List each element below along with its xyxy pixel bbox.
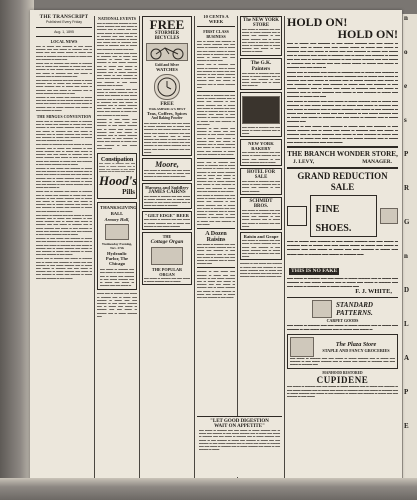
grand-sale-title: GRAND REDUCTION SALE [297,171,388,192]
harness-line1: Harness and Saddlery [145,184,189,190]
column-4: 10 CENTS A WEEK FIRST CLASS BUSINESS ▬▬ ▬ ▬▬▬ ▬▬ ▬▬▬▬ ▬ ▬▬ ▬▬▬ ▬▬▬▬ ▬▬ ▬▬ ▬▬▬ ▬ ▬▬▬▬ ▬▬ ▬ ▬▬▬ ▬▬ ▬▬ ▬▬▬ ▬▬▬ ▬ ▬▬▬ ▬▬ ▬▬▬ ▬ ▬▬▬▬ ▬▬ ▬▬ ▬▬▬ ▬ ▬▬▬ ▬▬ ▬▬ ▬▬▬▬ ▬ ▬▬▬ ▬▬ ▬▬▬ ▬▬ ▬ ▬▬▬▬ ▬▬ ▬▬▬ ▬ ▬▬▬▬ ▬▬ ▬ ▬▬▬ ▬▬ ▬▬▬▬ ▬ ▬▬▬ ▬▬ ▬▬ ▬▬▬▬ ▬ ▬▬ ▬▬▬ ▬▬▬▬ ▬▬ ▬ ▬▬▬ ▬▬ ▬▬▬ ▬ ▬▬▬▬ ▬▬ ▬▬ ▬▬▬ ▬ ▬▬▬▬ ▬▬ ▬ ▬▬▬ ▬▬▬▬ ▬▬ ▬▬ ▬▬▬ ▬ ▬▬▬▬ ▬▬ ▬▬ ▬▬▬ ▬ ▬▬▬ ▬▬▬▬ ▬▬ ▬ ▬▬▬ ▬▬ ▬▬▬▬ ▬ ▬▬ ▬▬▬ ▬▬▬▬ ▬▬ ▬ ▬▬▬ ▬▬ ▬▬▬ ▬ ▬▬▬▬ ▬▬ ▬▬ ▬▬▬ ▬ ▬▬▬▬ ▬▬ ▬ ▬▬▬ ▬▬▬▬ ▬▬ ▬▬▬ ▬ ▬▬ ▬▬▬▬ ▬ ▬▬▬ ▬▬ ▬▬▬▬ ▬ ▬▬▬ ▬▬ ▬▬ ▬▬▬▬ ▬ ▬▬ ▬▬▬ ▬▬▬▬ ▬ ▬▬ ▬▬▬ ▬▬ ▬▬▬▬ ▬ ▬▬▬ ▬▬ ▬▬ ▬▬▬▬ ▬ ▬▬ ▬▬▬ ▬▬▬▬ ▬▬ ▬ ▬▬▬ ▬▬ ▬▬▬ ▬ ▬▬▬▬ ▬▬ ▬▬ ▬▬▬ ▬ ▬▬▬▬ ▬▬ ▬ ▬▬▬ ▬▬▬▬ ▬▬ ▬▬▬ ▬ ▬▬ ▬▬▬▬ ▬ ▬▬▬ ▬▬ ▬▬▬▬ ▬ ▬▬▬ ▬▬ ▬▬ ▬▬▬▬ ▬ ▬▬ ▬▬▬ ▬▬▬ ▬▬ ▬ ▬▬▬▬ ▬▬ ▬▬▬ ▬ ▬▬▬▬ ▬▬ ▬ ▬▬▬ ▬▬ ▬▬▬▬ ▬ ▬▬▬ ▬▬ ▬▬ ▬▬▬▬ ▬ ▬▬ ▬▬▬ ▬▬▬▬ ▬▬ ▬ ▬▬▬ ▬▬ ▬▬▬ ▬ ▬▬▬▬ ▬▬ ▬▬ ▬▬▬ ▬ ▬▬▬▬ ▬▬ ▬ ▬▬▬ ▬▬▬▬ ▬▬ ▬▬▬ ▬ ▬▬ ▬▬▬▬ ▬ ▬▬▬ ▬▬ ▬▬▬▬ ▬ ▬▬▬ ▬▬ ▬▬ ▬▬▬▬ ▬ ▬▬ ▬▬▬ ▬▬ ▬▬▬ ▬ ▬▬▬▬ ▬▬ ▬▬ ▬▬▬ ▬ ▬▬▬ ▬▬▬▬ ▬▬ ▬ ▬▬▬ ▬▬ ▬▬▬▬ ▬ ▬▬ ▬▬▬ ▬▬▬▬ ▬▬ ▬ ▬▬▬ ▬▬ ▬▬▬ ▬ ▬▬▬▬ ▬▬ ▬▬ ▬▬▬ ▬ ▬▬▬▬ ▬▬ ▬ ▬▬▬ ▬▬▬▬ ▬▬ ▬▬▬ ▬ ▬▬ ▬▬▬▬ ▬ ▬▬▬ ▬▬ ▬▬▬▬ ▬ ▬▬▬ ▬▬ ▬▬ ▬▬▬▬ ▬ ▬▬ ▬▬▬ A Dozen Raisins ▬▬ ▬▬▬ ▬ ▬▬▬▬ ▬▬ ▬▬ ▬▬▬ ▬ ▬▬▬ ▬▬▬▬ ▬▬ ▬ ▬▬▬ ▬▬ ▬▬▬▬ ▬ ▬▬ ▬▬▬ ▬▬▬▬ ▬▬ ▬ ▬▬▬ ▬▬ ▬▬▬ ▬ ▬▬▬▬ ▬▬ ▬▬ ▬▬▬ ▬ ▬▬▬▬ ▬▬ ▬ ▬▬▬ ▬▬▬▬ ▬▬ ▬▬▬▬ ▬ ▬▬ ▬▬▬ ▬▬ ▬▬▬▬ ▬ ▬▬▬ ▬▬ ▬▬ ▬▬▬▬ ▬ ▬▬ ▬▬▬ ▬▬▬▬ ▬▬ ▬ ▬▬▬ ▬▬ ▬▬▬ ▬ ▬▬▬▬ ▬▬ ▬▬ ▬▬▬ ▬ ▬▬▬▬ ▬▬ ▬ ▬▬▬ ▬▬▬▬ ▬▬ ▬▬▬ ▬ ▬▬ ▬▬▬▬ ▬ ▬▬▬ ▬▬ ▬▬▬▬ ▬ ▬▬▬ ▬▬ ▬▬ ▬▬▬▬ ▬ ▬▬ ▬▬▬ [197,14,235,300]
shoe-illustration [380,208,398,224]
thanksgiving-ad: THANKSGIVING BALL Armory Hall, Wednesday Evening, Nov. 27th Hydraulic Parlor, The Chicago ▬▬ ▬▬▬ ▬ ▬▬▬▬ ▬▬ ▬▬ ▬▬▬ ▬ ▬▬▬ ▬▬▬▬ ▬▬ ▬ ▬▬▬ ▬▬ ▬▬▬▬ ▬ ▬▬ ▬▬▬ ▬▬▬▬ ▬▬ ▬ ▬▬▬ ▬▬ ▬▬▬ ▬ ▬▬▬▬ ▬▬ ▬▬ ▬▬▬ ▬ [97,202,137,290]
mingus-convention-heading: THE MINGUS CONVENTION [36,114,92,120]
plaza-line1: The Plaza Store [335,340,377,348]
no-fake-banner: THIS IS NO FAKE [291,267,338,274]
constipation-title: Constipation [100,155,134,163]
neighbor-letter: s [404,116,407,124]
bicycle-icon [147,44,187,60]
watch-illustration [154,74,180,100]
patterns-row [287,300,398,318]
moore-name: Moore, [155,160,179,170]
patterns-line2: PATTERNS. [336,308,373,317]
appetite-line2: WAIT ON APPETITE" [214,424,265,429]
appetite-line1: "LET GOOD DIGESTION [210,419,269,424]
neighbor-page [402,14,417,480]
bicycles-label: BICYCLES [154,36,180,41]
hoods-pills: Pills [122,188,135,197]
patterns-line1: STANDARD [336,300,373,309]
thanksgiving-title: THANKSGIVING BALL [100,205,137,217]
scan-edge-left [0,0,34,500]
shoes-row [287,195,398,237]
painters-name: The G.K. Painters [250,59,272,72]
bakery-ad: NEW YORK BAKERY ▬▬ ▬▬▬ ▬ ▬▬▬▬ ▬▬ ▬▬ ▬▬▬ ▬ ▬▬▬ ▬▬▬▬ ▬▬ ▬ ▬▬▬ ▬▬ ▬▬▬▬ ▬ ▬▬ ▬▬▬ ▬▬▬▬ ▬▬ ▬ ▬▬▬ [240,139,282,166]
harness-name: JAMES CAIRNS [148,189,186,195]
hoods-name: Hood's [99,173,137,189]
national-heading: NATIONAL EVENTS [97,16,137,21]
hotel-title: HOTEL FOR SALE [246,170,276,181]
masthead-title: THE TRANSCRIPT [39,14,89,20]
branch-manager-name: J. LEVY, [293,159,315,165]
thanksgiving-hall: Armory Hall, [104,217,130,223]
painters-ad: The G.K. Painters ▬▬ ▬▬▬ ▬ ▬▬▬▬ ▬▬ ▬▬ ▬▬▬ ▬ ▬▬▬ ▬▬▬▬ ▬▬ ▬ ▬▬▬ ▬▬ ▬▬▬▬ ▬ ▬▬ ▬▬▬ ▬▬▬▬ ▬▬ ▬ ▬▬▬ ▬▬ ▬▬▬ ▬ [240,58,282,90]
column-3 [142,14,192,480]
store-illustration [290,337,314,357]
plaza-store-ad: The Plaza Store STAPLE AND FANCY GROCERIES ▬▬ ▬▬▬ ▬ ▬▬▬▬ ▬▬ ▬▬ ▬▬▬ ▬ ▬▬▬ ▬▬▬▬ ▬▬ ▬ ▬▬▬ ▬▬ ▬▬▬▬ ▬ ▬▬ ▬▬▬ ▬▬▬▬ ▬▬ ▬ ▬▬▬ ▬▬ ▬▬▬ ▬ ▬▬▬▬ ▬▬ ▬▬ ▬▬▬ ▬ ▬▬▬▬ ▬▬ [287,334,398,370]
local-news-body: ▬▬ ▬ ▬▬▬ ▬▬ ▬▬▬▬ ▬ ▬▬ ▬▬▬ ▬▬▬▬ ▬▬ ▬▬ ▬▬▬ ▬ ▬▬▬▬ ▬▬ ▬ ▬▬▬ ▬▬ ▬▬ ▬▬▬ ▬▬▬ ▬ ▬▬▬ ▬▬ ▬▬▬ ▬ ▬▬▬▬ ▬▬ ▬▬ ▬▬▬ ▬ ▬▬▬ ▬▬ ▬▬ ▬▬▬▬ ▬ ▬▬▬ ▬▬ ▬▬▬ ▬▬ ▬ ▬▬▬▬ ▬▬ ▬▬▬ ▬ ▬▬▬▬ ▬▬ ▬ ▬▬▬ ▬▬ ▬▬▬▬ ▬ ▬▬▬ ▬▬ ▬▬ ▬▬▬▬ ▬ ▬▬ ▬▬▬ ▬▬▬▬ ▬▬ ▬ ▬▬▬ ▬▬ ▬▬▬ ▬ ▬▬▬▬ ▬▬ ▬▬ ▬▬▬ ▬ ▬▬▬▬ ▬▬ ▬ ▬▬▬ ▬▬▬▬ ▬▬ ▬▬ ▬▬▬ ▬ ▬▬▬▬ ▬▬ ▬▬ ▬▬▬ ▬ ▬▬▬ ▬▬▬▬ ▬▬ ▬ ▬▬▬ ▬▬ ▬▬▬▬ ▬ ▬▬ ▬▬▬ ▬▬▬▬ ▬▬ ▬ ▬▬▬ ▬▬ ▬▬▬ ▬ ▬▬▬▬ ▬▬ ▬▬ ▬▬▬ ▬ ▬▬▬▬ ▬▬ ▬ ▬▬▬ ▬▬▬▬ ▬▬ ▬▬▬ ▬ ▬▬ ▬▬▬▬ ▬ ▬▬ ▬▬▬ ▬▬ ▬▬▬▬ ▬ ▬▬▬ ▬▬ ▬▬ ▬▬▬▬ ▬ ▬▬ ▬▬▬ ▬▬▬▬ ▬▬ ▬ ▬▬▬ ▬▬ ▬▬▬ ▬ ▬▬▬▬ ▬▬ ▬▬ ▬▬▬ ▬ ▬▬▬▬ ▬▬ ▬ ▬▬▬ ▬▬▬▬ ▬▬ ▬▬▬ ▬ ▬▬ ▬▬▬▬ ▬ ▬▬▬ [36,45,92,112]
pocket-watch-icon [155,75,179,99]
column-5: The NEW YORK STORE ▬▬ ▬▬▬ ▬ ▬▬▬▬ ▬▬ ▬▬ ▬▬▬ ▬ ▬▬▬ ▬▬▬▬ ▬▬ ▬ ▬▬▬ ▬▬ ▬▬▬▬ ▬ ▬▬ ▬▬▬ ▬▬▬▬ ▬▬ ▬ ▬▬▬ ▬▬ ▬▬▬ ▬ ▬▬▬▬ ▬▬ ▬▬ ▬▬▬ ▬ ▬▬▬▬ ▬▬ ▬ ▬▬▬ ▬▬▬▬ ▬▬ ▬▬▬ ▬ ▬▬ ▬▬▬▬ ▬ ▬▬▬ The G.K. Painters ▬▬ ▬▬▬ ▬ ▬▬▬▬ ▬▬ ▬▬ ▬▬▬ ▬ ▬▬▬ ▬▬▬▬ ▬▬ ▬ ▬▬▬ ▬▬ ▬▬▬▬ ▬ ▬▬ ▬▬▬ ▬▬▬▬ ▬▬ ▬ ▬▬▬ ▬▬ ▬▬▬ ▬ ▬▬ ▬▬▬ ▬ ▬▬▬▬ ▬▬ ▬▬ ▬▬▬ ▬ ▬▬▬ ▬▬▬▬ ▬▬ ▬ ▬▬▬ NEW YORK BAKERY ▬▬ ▬▬▬ ▬ ▬▬▬▬ ▬▬ ▬▬ ▬▬▬ ▬ ▬▬▬ ▬▬▬▬ ▬▬ ▬ ▬▬▬ ▬▬ ▬▬▬▬ ▬ ▬▬ ▬▬▬ ▬▬▬▬ ▬▬ ▬ ▬▬▬ HOTEL FOR SALE ▬▬ ▬▬▬ ▬ ▬▬▬▬ ▬▬ ▬▬ ▬▬▬ ▬ ▬▬▬ ▬▬▬▬ ▬▬ ▬ ▬▬▬ ▬▬ ▬▬▬▬ ▬ ▬▬ ▬▬▬ ▬▬▬▬ SCHMIDT BROS. ▬▬ ▬▬▬ ▬ ▬▬▬▬ ▬▬ ▬▬ ▬▬▬ ▬ ▬▬▬ ▬▬▬▬ ▬▬ ▬ ▬▬▬ ▬▬ ▬▬▬▬ ▬ ▬▬ ▬▬▬ ▬▬▬▬ ▬▬ ▬ ▬▬▬ ▬▬ ▬▬▬ ▬ ▬▬▬▬ ▬▬ ▬▬ ▬▬▬ Raisin and Grape ▬▬ ▬▬▬ ▬ ▬▬▬▬ ▬▬ ▬▬ ▬▬▬ ▬ ▬▬▬ ▬▬▬▬ ▬▬ ▬ ▬▬▬ ▬▬ ▬▬▬▬ ▬ ▬▬ ▬▬▬ ▬▬▬▬ ▬▬ ▬ ▬▬▬ ▬▬ ▬▬▬ ▬ ▬▬▬▬ ▬▬ ▬▬ ▬▬▬ ▬▬▬▬ ▬ ▬▬ ▬▬▬ ▬▬ ▬▬▬▬ ▬ ▬▬▬ ▬▬ ▬▬ ▬▬▬▬ ▬ ▬▬ ▬▬▬ ▬▬▬▬ ▬▬ ▬ ▬▬▬ ▬▬ ▬▬▬ ▬ ▬▬▬▬ ▬▬ ▬▬ ▬▬▬ ▬ ▬▬▬▬ ▬▬ ▬ ▬▬▬ ▬▬▬▬ ▬▬ [240,18,282,279]
gilt-edge-title: "GILT EDGE" BEER [145,213,189,219]
cents-heading: 10 CENTS A WEEK [203,14,229,24]
raisins-line1: A Dozen [205,230,227,237]
raisins-line2: Raisins [206,236,226,243]
dancers-illustration [105,224,129,240]
thanksgiving-parlor: Hydraulic Parlor, The Chicago [105,251,129,267]
neighbor-letter: D [404,286,409,294]
hold-on-line2: HOLD ON! [337,27,398,41]
neighbor-letter: n [404,14,408,22]
pattern-illustration [312,300,332,318]
watches-line2: WATCHES [156,67,178,72]
neighbor-letter: e [404,82,407,90]
moore-ad: Moore, ▬▬ ▬▬▬ ▬ ▬▬▬▬ ▬▬ ▬▬ ▬▬▬ ▬ ▬▬▬ ▬▬▬▬ ▬▬ ▬ ▬▬▬ ▬▬ ▬▬▬▬ ▬ ▬▬ ▬▬▬ ▬▬▬▬ ▬▬ [142,158,192,181]
neighbor-letter: E [404,422,409,430]
branch-manager-title: MANAGER. [362,159,392,165]
engraved-ad: ▬▬ ▬▬▬ ▬ ▬▬▬▬ ▬▬ ▬▬ ▬▬▬ ▬ ▬▬▬ ▬▬▬▬ ▬▬ ▬ ▬▬▬ [240,92,282,138]
cupidene-top: MANHOOD RESTORED [322,371,363,376]
carpet-line: CARPET GOODS [326,317,359,323]
schmidt-name: SCHMIDT BROS. [249,198,273,209]
column-2: NATIONAL EVENTS ▬▬ ▬ ▬▬▬ ▬▬ ▬▬▬▬ ▬ ▬▬ ▬▬▬ ▬▬▬▬ ▬▬ ▬▬ ▬▬▬ ▬ ▬▬▬▬ ▬▬ ▬ ▬▬▬ ▬▬ ▬▬ ▬▬▬ ▬▬▬ ▬ ▬▬▬ ▬▬ ▬▬▬ ▬ ▬▬▬▬ ▬▬ ▬▬ ▬▬▬ ▬ ▬▬▬ ▬▬ ▬▬ ▬▬▬▬ ▬ ▬▬▬ ▬▬ ▬▬▬ ▬▬ ▬ ▬▬▬▬ ▬▬ ▬▬▬ ▬ ▬▬▬▬ ▬▬ ▬ ▬▬▬ ▬▬ ▬▬▬▬ ▬ ▬▬▬ ▬▬ ▬▬ ▬▬▬ ▬▬ ▬ ▬▬▬▬ ▬▬ ▬▬▬ ▬ ▬▬▬▬ ▬▬ ▬ ▬▬▬ ▬▬ ▬▬▬▬ ▬ ▬▬▬ ▬▬ ▬▬ ▬▬▬▬ ▬ ▬▬ ▬▬▬ ▬▬▬▬ ▬▬ ▬ ▬▬▬ ▬▬ ▬▬▬ ▬ ▬▬▬▬ ▬▬ ▬▬ ▬▬▬ ▬ ▬▬▬▬ ▬▬ ▬ ▬▬▬ ▬▬▬▬ ▬▬ ▬▬▬ ▬ ▬▬ ▬▬▬▬ ▬ ▬▬▬ ▬▬ ▬▬▬▬ ▬ ▬▬▬ ▬▬ ▬▬ ▬▬▬▬ ▬ ▬▬ ▬▬▬ ▬▬▬▬ ▬▬ ▬ ▬▬▬ ▬▬ ▬▬▬ ▬ ▬▬▬▬ ▬▬ ▬▬ ▬▬▬ ▬ ▬▬▬ ▬▬▬▬ ▬▬ ▬ ▬▬▬ ▬▬ ▬▬▬▬ ▬ ▬▬ ▬▬▬ ▬▬▬▬ ▬▬ ▬ ▬▬▬ ▬▬ ▬▬▬ ▬ ▬▬▬▬ ▬▬ ▬▬ ▬▬▬ ▬ ▬▬▬▬ ▬▬ ▬ ▬▬▬ ▬▬▬▬ ▬▬ ▬▬▬ ▬ ▬▬ ▬▬▬▬ ▬ ▬▬▬ ▬▬ ▬▬▬▬ ▬ ▬▬▬ ▬▬ ▬▬ ▬▬▬▬ ▬ ▬▬ ▬▬▬ ▬▬▬▬ ▬ ▬▬ ▬▬▬ ▬▬ ▬▬▬▬ ▬ ▬▬▬ ▬▬ ▬▬ ▬▬▬▬ ▬ ▬▬ ▬▬▬ ▬▬▬▬ ▬▬ ▬ ▬▬▬ ▬▬ ▬▬▬ ▬ ▬▬▬▬ ▬▬ ▬▬ ▬▬▬ ▬ ▬▬▬▬ ▬▬ ▬ ▬▬▬ ▬▬▬▬ ▬▬ ▬▬▬ ▬ ▬▬ ▬▬▬▬ ▬ ▬▬▬ ▬▬ ▬▬▬▬ ▬ ▬▬▬ ▬▬ ▬▬ ▬▬▬▬ ▬ ▬▬ ▬▬▬ ▬▬▬▬ ▬▬ Constipation ▬▬ ▬▬▬ ▬ ▬▬▬▬ ▬▬ ▬▬ ▬▬▬ ▬ ▬▬▬ ▬▬▬▬ ▬▬ ▬ ▬▬▬ ▬▬ ▬▬▬▬ ▬ ▬▬ ▬▬▬ ▬▬▬▬ ▬▬ ▬ ▬▬▬ ▬▬ ▬▬▬ ▬ Hood's Pills THANKSGIVING BALL Armory Hall, Wednesday Evening, Nov. 27th Hydraulic Parlor, The Chicago ▬▬ ▬▬▬ ▬ ▬▬▬▬ ▬▬ ▬▬ ▬▬▬ ▬ ▬▬▬ ▬▬▬▬ ▬▬ ▬ ▬▬▬ ▬▬ ▬▬▬▬ ▬ ▬▬ ▬▬▬ ▬▬▬▬ ▬▬ ▬ ▬▬▬ ▬▬ ▬▬▬ ▬ ▬▬▬▬ ▬▬ ▬▬ ▬▬▬ ▬ ▬▬▬ ▬▬ ▬ ▬▬▬▬ ▬▬ ▬▬▬ ▬ ▬▬▬▬ ▬▬ ▬ ▬▬▬ ▬▬ ▬▬▬▬ ▬ ▬▬▬ ▬▬ ▬▬ ▬▬▬▬ ▬ ▬▬ ▬▬▬ ▬▬▬▬ ▬▬ ▬ ▬▬▬ ▬▬ ▬▬▬ ▬ ▬▬▬▬ ▬▬ ▬▬ ▬▬▬ ▬ ▬▬▬▬ ▬▬ ▬ ▬▬▬ ▬▬▬▬ ▬▬ [97,16,137,318]
neighbor-letter: P [404,150,408,158]
shoes-box [310,195,376,237]
branch-manager-row [287,159,398,165]
organ-ad: THE Cottage Organ THE POPULAR ORGAN ▬▬ ▬▬▬ ▬ ▬▬▬▬ ▬▬ ▬▬ ▬▬▬ ▬ ▬▬▬ ▬▬▬▬ ▬▬ ▬ ▬▬▬ [142,232,192,285]
grape-ad: Raisin and Grape ▬▬ ▬▬▬ ▬ ▬▬▬▬ ▬▬ ▬▬ ▬▬▬ ▬ ▬▬▬ ▬▬▬▬ ▬▬ ▬ ▬▬▬ ▬▬ ▬▬▬▬ ▬ ▬▬ ▬▬▬ ▬▬▬▬ ▬▬ ▬ ▬▬▬ ▬▬ ▬▬▬ ▬ ▬▬▬▬ ▬▬ ▬▬ ▬▬▬ [240,232,282,260]
new-york-store-name: The NEW YORK STORE [243,18,279,28]
hold-on-line1: HOLD ON! [287,15,348,29]
neighbor-letter: n [404,252,408,260]
neighbor-letter: G [404,218,410,226]
new-york-store-ad: The NEW YORK STORE ▬▬ ▬▬▬ ▬ ▬▬▬▬ ▬▬ ▬▬ ▬▬▬ ▬ ▬▬▬ ▬▬▬▬ ▬▬ ▬ ▬▬▬ ▬▬ ▬▬▬▬ ▬ ▬▬ ▬▬▬ ▬▬▬▬ ▬▬ ▬ ▬▬▬ ▬▬ ▬▬▬ ▬ ▬▬▬▬ ▬▬ ▬▬ ▬▬▬ ▬ ▬▬▬▬ ▬▬ ▬ ▬▬▬ ▬▬▬▬ ▬▬ ▬▬▬ ▬ ▬▬ ▬▬▬▬ ▬ ▬▬▬ [240,16,282,56]
column-6: HOLD ON! HOLD ON! ▬▬ ▬ ▬▬▬ ▬▬ ▬▬▬▬ ▬ ▬▬ ▬▬▬ ▬▬▬▬ ▬▬ ▬▬ ▬▬▬ ▬ ▬▬▬▬ ▬▬ ▬ ▬▬▬ ▬▬ ▬▬ ▬▬▬ ▬▬▬ ▬ ▬▬▬ ▬▬ ▬▬▬ ▬ ▬▬▬▬ ▬▬ ▬▬ ▬▬▬ ▬ ▬▬▬ ▬▬ ▬▬ ▬▬▬▬ ▬ ▬▬▬ ▬▬ ▬▬▬ ▬▬ ▬ ▬▬▬▬ ▬▬ ▬▬▬ ▬ ▬▬▬▬ ▬▬ ▬ ▬▬▬ ▬▬ ▬▬▬▬ ▬ ▬▬▬ ▬▬ ▬▬ ▬▬ ▬ ▬▬▬ ▬▬ ▬▬▬▬ ▬ ▬▬ ▬▬▬ ▬▬▬▬ ▬▬ ▬▬ ▬▬▬ ▬ ▬▬▬▬ ▬▬ ▬ ▬▬▬ ▬▬ ▬▬ ▬▬▬ ▬▬▬ ▬ ▬▬▬ ▬▬ ▬▬▬ ▬ ▬▬▬▬ ▬▬ ▬▬ ▬▬▬ ▬ ▬▬▬ ▬▬ ▬ ▬▬▬▬ ▬▬ ▬▬▬ ▬ ▬▬▬▬ ▬▬ ▬ ▬▬▬ ▬▬ ▬▬▬▬ ▬ ▬▬▬ ▬▬ ▬▬ ▬▬▬▬ ▬ ▬▬ ▬▬▬ ▬▬▬▬ ▬▬ ▬ ▬▬▬ ▬▬ ▬▬▬ ▬ ▬▬▬▬ ▬▬ ▬▬ ▬▬▬ ▬ ▬▬▬▬ ▬▬ ▬ ▬▬▬ ▬▬▬▬ ▬▬ ▬▬▬ ▬ ▬▬ ▬▬▬▬ ▬ ▬▬▬ ▬▬ ▬▬▬▬ ▬ ▬▬▬ ▬▬ ▬▬ ▬▬▬▬ ▬ ▬▬ ▬▬▬ ▬▬▬▬ ▬▬ ▬ ▬▬▬ ▬▬ ▬▬▬ ▬ ▬▬▬▬ ▬▬ ▬▬ ▬▬▬ ▬ ▬▬▬▬ ▬▬ ▬ ▬▬▬ ▬▬▬▬ ▬▬ ▬▬▬ ▬ ▬▬ ▬▬▬▬ ▬ ▬▬▬ ▬▬ ▬▬▬▬ ▬ ▬▬▬ ▬▬ ▬▬ ▬▬ ▬▬▬ ▬ ▬▬▬▬ ▬▬ ▬▬ ▬▬▬ ▬ ▬▬▬ ▬▬▬▬ ▬▬ ▬ ▬▬▬ ▬▬ ▬▬▬▬ ▬ ▬▬ ▬▬▬ ▬▬▬▬ ▬▬ ▬ ▬▬▬ ▬▬ ▬▬▬ ▬ ▬▬▬▬ ▬▬ ▬▬ ▬▬▬ ▬ ▬▬▬▬ ▬▬ ▬ ▬▬▬ ▬▬▬▬ ▬▬ ▬▬▬ ▬ ▬▬ ▬▬▬▬ ▬ ▬▬▬ ▬▬ ▬▬▬▬ ▬ ▬▬▬ ▬▬ ▬▬ ▬▬▬▬ ▬ ▬▬ ▬▬▬ ▬▬▬▬ ▬▬ ▬ ▬▬▬ ▬▬ ▬▬▬ ▬ ▬▬▬▬ ▬▬ ▬▬ ▬▬▬ ▬ ▬▬▬▬ ▬▬ ▬ ▬▬▬ ▬▬▬▬ ▬▬ ▬▬▬▬ ▬ ▬▬ ▬▬▬ ▬▬ ▬▬▬▬ ▬ ▬▬▬ ▬▬ ▬▬ ▬▬▬▬ ▬ ▬▬ ▬▬▬ ▬▬▬▬ ▬▬ ▬ ▬▬▬ ▬▬ ▬▬▬ ▬ ▬▬▬▬ ▬▬ ▬▬ ▬▬▬ ▬ ▬▬▬▬ ▬▬ ▬ ▬▬▬ ▬▬▬▬ ▬▬ ▬▬▬ ▬ ▬▬ ▬▬▬▬ ▬ ▬▬▬ ▬▬ ▬▬▬▬ ▬ ▬▬▬ ▬▬ ▬▬ ▬▬▬▬ ▬ ▬▬ ▬▬▬ ▬▬▬▬ ▬▬ ▬ ▬▬▬ ▬▬ ▬▬▬ ▬ ▬▬▬▬ ▬▬ ▬▬ ▬▬▬ THE BRANCH WONDER STORE, J. LEVY, MANAGER. GRAND REDUCTION SALE FINE SHOES. ▬▬ ▬ ▬▬▬ ▬▬ ▬▬▬▬ ▬ ▬▬ ▬▬▬ ▬▬▬▬ ▬▬ ▬▬ ▬▬▬ ▬ ▬▬▬▬ ▬▬ ▬ ▬▬▬ ▬▬ ▬▬ ▬▬▬ ▬▬▬ ▬ ▬▬▬ ▬▬ ▬▬▬ ▬ ▬▬▬▬ ▬▬ ▬▬ ▬▬▬ ▬ ▬▬▬ ▬▬ ▬▬ ▬▬▬▬ ▬ ▬▬▬ ▬▬ ▬▬▬ ▬▬ ▬ ▬▬▬▬ ▬▬ ▬▬▬ ▬ ▬▬▬▬ ▬▬ THIS IS NO FAKE ▬▬ ▬▬▬ ▬ ▬▬▬▬ ▬▬ ▬▬ ▬▬▬ ▬ ▬▬▬ ▬▬▬▬ ▬▬ ▬ ▬▬▬ ▬▬ ▬▬▬▬ ▬ ▬▬ ▬▬▬ ▬▬▬▬ ▬▬ ▬ ▬▬▬ ▬▬ ▬▬▬ ▬ ▬▬▬▬ ▬▬ ▬▬ ▬▬▬ ▬ ▬▬▬▬ ▬▬ ▬ ▬▬▬ ▬▬▬▬ ▬▬ F. J. WHITE, STANDARD PATTERNS. CARPET GOODS ▬▬ ▬▬▬ ▬ ▬▬▬▬ ▬▬ ▬▬ ▬▬▬ ▬ ▬▬▬ ▬▬▬▬ ▬▬ ▬ ▬▬▬ ▬▬ ▬▬▬▬ ▬ ▬▬ ▬▬▬ ▬▬▬▬ ▬▬ ▬ ▬▬▬ ▬▬ ▬▬▬ ▬ The Plaza Store STAPLE AND FANCY GROCERIES ▬▬ ▬▬▬ ▬ ▬▬▬▬ ▬▬ ▬▬ ▬▬▬ ▬ ▬▬▬ ▬▬▬▬ ▬▬ ▬ ▬▬▬ ▬▬ ▬▬▬▬ ▬ ▬▬ ▬▬▬ ▬▬▬▬ ▬▬ ▬ ▬▬▬ ▬▬ ▬▬▬ ▬ ▬▬▬▬ ▬▬ ▬▬ ▬▬▬ ▬ ▬▬▬▬ ▬▬ MANHOOD RESTORED CUPIDENE ▬▬ ▬▬▬ ▬ ▬▬▬▬ ▬▬ ▬▬ ▬▬▬ ▬ ▬▬▬ ▬▬▬▬ ▬▬ ▬ ▬▬▬ ▬▬ ▬▬▬▬ ▬ ▬▬ ▬▬▬ ▬▬▬▬ ▬▬ ▬ ▬▬▬ ▬▬ ▬▬▬ ▬ ▬▬▬▬ ▬▬ ▬▬ ▬▬▬ ▬ ▬▬▬▬ ▬▬ ▬ ▬▬▬ ▬▬▬▬ ▬▬ ▬▬▬ ▬ ▬▬ ▬▬▬▬ ▬ ▬▬▬ ▬▬ ▬▬▬▬ ▬ ▬▬▬ ▬▬ ▬▬ ▬▬▬▬ ▬ ▬▬ ▬▬▬ [287,15,398,399]
national-body: ▬▬ ▬ ▬▬▬ ▬▬ ▬▬▬▬ ▬ ▬▬ ▬▬▬ ▬▬▬▬ ▬▬ ▬▬ ▬▬▬ ▬ ▬▬▬▬ ▬▬ ▬ ▬▬▬ ▬▬ ▬▬ ▬▬▬ ▬▬▬ ▬ ▬▬▬ ▬▬ ▬▬▬ ▬ ▬▬▬▬ ▬▬ ▬▬ ▬▬▬ ▬ ▬▬▬ ▬▬ ▬▬ ▬▬▬▬ ▬ ▬▬▬ ▬▬ ▬▬▬ ▬▬ ▬ ▬▬▬▬ ▬▬ ▬▬▬ ▬ ▬▬▬▬ ▬▬ ▬ ▬▬▬ ▬▬ ▬▬▬▬ ▬ ▬▬▬ ▬▬ ▬▬ ▬▬▬ ▬▬ ▬ ▬▬▬▬ ▬▬ ▬▬▬ ▬ ▬▬▬▬ ▬▬ ▬ ▬▬▬ ▬▬ ▬▬▬▬ ▬ ▬▬▬ ▬▬ ▬▬ ▬▬▬▬ ▬ ▬▬ ▬▬▬ ▬▬▬▬ ▬▬ ▬ ▬▬▬ ▬▬ ▬▬▬ ▬ ▬▬▬▬ ▬▬ ▬▬ ▬▬▬ ▬ ▬▬▬▬ ▬▬ ▬ ▬▬▬ ▬▬▬▬ ▬▬ ▬▬▬ ▬ ▬▬ ▬▬▬▬ ▬ ▬▬▬ ▬▬ ▬▬▬▬ ▬ ▬▬▬ ▬▬ ▬▬ ▬▬▬▬ ▬ ▬▬ ▬▬▬ ▬▬▬▬ ▬▬ ▬ ▬▬▬ ▬▬ ▬▬▬ ▬ ▬▬▬▬ ▬▬ ▬▬ ▬▬▬ ▬ ▬▬▬ ▬▬▬▬ ▬▬ ▬ ▬▬▬ ▬▬ ▬▬▬▬ ▬ ▬▬ ▬▬▬ ▬▬▬▬ ▬▬ ▬ ▬▬▬ ▬▬ ▬▬▬ ▬ ▬▬▬▬ ▬▬ ▬▬ ▬▬▬ ▬ ▬▬▬▬ ▬▬ ▬ ▬▬▬ ▬▬▬▬ ▬▬ ▬▬▬ ▬ ▬▬ ▬▬▬▬ ▬ ▬▬▬ ▬▬ ▬▬▬▬ ▬ ▬▬▬ ▬▬ ▬▬ ▬▬▬▬ ▬ ▬▬ ▬▬▬ ▬▬▬▬ ▬ ▬▬ ▬▬▬ ▬▬ ▬▬▬▬ ▬ ▬▬▬ ▬▬ ▬▬ ▬▬▬▬ ▬ ▬▬ ▬▬▬ ▬▬▬▬ ▬▬ ▬ ▬▬▬ ▬▬ ▬▬▬ ▬ ▬▬▬▬ ▬▬ ▬▬ ▬▬▬ ▬ ▬▬▬▬ ▬▬ ▬ ▬▬▬ ▬▬▬▬ ▬▬ ▬▬▬ ▬ ▬▬ ▬▬▬▬ ▬ ▬▬▬ ▬▬ ▬▬▬▬ ▬ ▬▬▬ ▬▬ ▬▬ ▬▬▬▬ ▬ ▬▬ ▬▬▬ ▬▬▬▬ ▬▬ [97,22,137,150]
bicycle-illustration [146,43,188,61]
shoes-label-box [287,206,307,226]
schmidt-ad: SCHMIDT BROS. ▬▬ ▬▬▬ ▬ ▬▬▬▬ ▬▬ ▬▬ ▬▬▬ ▬ ▬▬▬ ▬▬▬▬ ▬▬ ▬ ▬▬▬ ▬▬ ▬▬▬▬ ▬ ▬▬ ▬▬▬ ▬▬▬▬ ▬▬ ▬ ▬▬▬ ▬▬ ▬▬▬ ▬ ▬▬▬▬ ▬▬ ▬▬ ▬▬▬ [240,197,282,230]
grape-title: Raisin and Grape [243,234,279,240]
plaza-line2: STAPLE AND FANCY GROCERIES [322,347,390,353]
bicycle-ad: FREE STORMER BICYCLES Gold and Silver WATCHES FREE With AMERICA'S BEST Teas, Coffees, Spices And Baking Powder ▬▬ ▬▬▬ ▬ ▬▬▬▬ ▬▬ ▬▬ ▬▬▬ ▬ ▬▬▬ ▬▬▬▬ ▬▬ ▬ ▬▬▬ ▬▬ ▬▬▬▬ ▬ ▬▬ ▬▬▬ ▬▬▬▬ ▬▬ ▬ ▬▬▬ ▬▬ ▬▬▬ ▬ ▬▬▬▬ ▬▬ ▬▬ ▬▬▬ ▬ ▬▬▬▬ ▬▬ ▬ ▬▬▬ ▬▬▬▬ ▬▬ ▬▬▬ ▬ ▬▬ ▬▬▬▬ ▬ ▬▬▬ ▬▬ ▬▬▬▬ ▬ ▬▬▬ ▬▬ ▬▬ ▬▬▬▬ ▬ ▬▬ ▬▬▬ ▬▬▬▬ ▬▬ ▬ ▬▬▬ ▬▬ ▬▬▬ ▬ ▬▬▬▬ ▬▬ ▬▬ ▬▬▬ [142,16,192,156]
constipation-ad: Constipation ▬▬ ▬▬▬ ▬ ▬▬▬▬ ▬▬ ▬▬ ▬▬▬ ▬ ▬▬▬ ▬▬▬▬ ▬▬ ▬ ▬▬▬ ▬▬ ▬▬▬▬ ▬ ▬▬ ▬▬▬ ▬▬▬▬ ▬▬ ▬ ▬▬▬ ▬▬ ▬▬▬ ▬ Hood's Pills [97,153,137,199]
teas-line2: Teas, Coffees, Spices [146,111,188,116]
organ-illustration [151,247,183,265]
masthead-subline: Published Every Friday [46,20,82,24]
neighbor-letter: R [404,184,409,192]
thanksgiving-day: Wednesday Evening, Nov. 27th [101,242,133,251]
newspaper-page [30,10,402,482]
first-class-heading: FIRST CLASS BUSINESS [203,29,229,39]
neighbor-letters [403,14,417,430]
organ-line3: THE POPULAR ORGAN [151,267,183,278]
shoes-title: FINE SHOES. [315,204,352,234]
hotel-ad: HOTEL FOR SALE ▬▬ ▬▬▬ ▬ ▬▬▬▬ ▬▬ ▬▬ ▬▬▬ ▬ ▬▬▬ ▬▬▬▬ ▬▬ ▬ ▬▬▬ ▬▬ ▬▬▬▬ ▬ ▬▬ ▬▬▬ ▬▬▬▬ [240,168,282,195]
organ-line1: THE [162,234,172,240]
neighbor-letter: o [404,48,408,56]
organ-line2: Cottage Organ [150,239,184,246]
harness-ad: Harness and Saddlery JAMES CAIRNS ▬▬ ▬▬▬ ▬ ▬▬▬▬ ▬▬ ▬▬ ▬▬▬ ▬ ▬▬▬ ▬▬▬▬ ▬▬ ▬ ▬▬▬ ▬▬ ▬▬▬▬ ▬ ▬▬ ▬▬▬ ▬▬▬▬ ▬▬ ▬ ▬▬▬ ▬▬ ▬▬▬ ▬ ▬▬▬▬ [142,183,192,210]
teas-line3: And Baking Powder [151,116,183,120]
local-news-heading: LOCAL NEWS [50,39,78,44]
cupidene-name: CUPIDENE [316,375,369,386]
scan-edge-bottom [0,478,417,500]
neighbor-letter: A [404,354,409,362]
watches-line1: Gold and Silver [154,63,180,67]
neighbor-letter: P [404,388,408,396]
bakery-name: NEW YORK BAKERY [248,141,274,152]
stormer-label: STORMER [154,31,180,36]
free-title: FREE [149,17,185,32]
mingus-convention-body: ▬▬▬ ▬▬ ▬ ▬▬▬▬ ▬▬ ▬▬▬ ▬ ▬▬▬▬ ▬▬ ▬ ▬▬▬ ▬▬ ▬▬▬▬ ▬ ▬▬▬ ▬▬ ▬▬ ▬▬▬▬ ▬ ▬▬ ▬▬▬ ▬▬▬▬ ▬▬ ▬ ▬▬▬ ▬▬ ▬▬▬ ▬ ▬▬▬▬ ▬▬ ▬▬ ▬▬▬ ▬ ▬▬▬▬ ▬▬ ▬ ▬▬▬ ▬▬▬▬ ▬▬ ▬▬▬ ▬ ▬▬ ▬▬▬▬ ▬ ▬▬▬ ▬▬ ▬▬▬▬ ▬ ▬▬▬ ▬▬ ▬▬ ▬▬▬▬ ▬ ▬▬ ▬▬▬ ▬▬ ▬▬▬ ▬ ▬▬▬▬ ▬▬ ▬▬ ▬▬▬ ▬ ▬▬▬ ▬▬▬▬ ▬▬ ▬ ▬▬▬ ▬▬ ▬▬▬▬ ▬ ▬▬ ▬▬▬ ▬▬▬▬ ▬▬ ▬ ▬▬▬ ▬▬ ▬▬▬ ▬ ▬▬▬▬ ▬▬ ▬▬ ▬▬▬ ▬ ▬▬▬▬ ▬▬ ▬ ▬▬▬ ▬▬▬▬ ▬▬ ▬▬▬ ▬ ▬▬ ▬▬▬▬ ▬ ▬▬▬ ▬▬ ▬▬▬▬ ▬ ▬▬▬ ▬▬ ▬▬ ▬▬▬▬ ▬ ▬▬ ▬▬▬ ▬▬▬▬ ▬▬ ▬ ▬▬▬ ▬▬▬▬ ▬ ▬▬ ▬▬▬ ▬▬ ▬▬▬▬ ▬ ▬▬▬ ▬▬ ▬▬ ▬▬▬▬ ▬ ▬▬ ▬▬▬ ▬▬▬▬ ▬▬ ▬ ▬▬▬ ▬▬ ▬▬▬ ▬ ▬▬▬▬ ▬▬ ▬▬ ▬▬▬ ▬ ▬▬▬▬ ▬▬ ▬ ▬▬▬ ▬▬▬▬ ▬▬ ▬▬▬ ▬ ▬▬ ▬▬▬▬ ▬ ▬▬▬ ▬▬ ▬▬▬▬ ▬ ▬▬▬ ▬▬ ▬▬ ▬▬▬▬ ▬ ▬▬ ▬▬▬ ▬▬▬▬ ▬▬ ▬ ▬▬▬ ▬▬ ▬▬▬ ▬ ▬▬▬ ▬▬ ▬ ▬▬▬▬ ▬▬ ▬▬▬ ▬ ▬▬▬▬ ▬▬ ▬ ▬▬▬ ▬▬ ▬▬▬▬ ▬ ▬▬▬ ▬▬ ▬▬ ▬▬▬▬ ▬ ▬▬ ▬▬▬ ▬▬▬▬ ▬▬ ▬ ▬▬▬ ▬▬ ▬▬▬ ▬ ▬▬▬▬ ▬▬ ▬▬ ▬▬▬ ▬ ▬▬▬▬ ▬▬ ▬ ▬▬▬ ▬▬▬▬ ▬▬ ▬▬▬ ▬ ▬▬ ▬▬▬▬ ▬ ▬▬▬ ▬▬ ▬▬▬▬ ▬ ▬▬▬ ▬▬ ▬▬ ▬▬▬▬ ▬ ▬▬ ▬▬▬ ▬▬ ▬▬▬ ▬ ▬▬▬▬ ▬▬ ▬▬ ▬▬▬ ▬ ▬▬▬ ▬▬▬▬ ▬▬ ▬ ▬▬▬ ▬▬ ▬▬▬▬ ▬ ▬▬ ▬▬▬ ▬▬▬▬ ▬▬ ▬ ▬▬▬ ▬▬ ▬▬▬ ▬ ▬▬▬▬ ▬▬ ▬▬ ▬▬▬ ▬ ▬▬▬▬ ▬▬ ▬ ▬▬▬ ▬▬▬▬ ▬▬ ▬▬▬ ▬ ▬▬ ▬▬▬▬ ▬ ▬▬▬ ▬▬ ▬▬▬▬ ▬ ▬▬▬ ▬▬ ▬▬ ▬▬▬▬ ▬ ▬▬ ▬▬▬ ▬▬▬▬ ▬▬ ▬ ▬▬▬ ▬▬▬▬ ▬ ▬▬ ▬▬▬ ▬▬ ▬▬▬▬ ▬ ▬▬▬ ▬▬ ▬▬ ▬▬▬▬ ▬ ▬▬ ▬▬▬ ▬▬▬▬ ▬▬ ▬ ▬▬▬ ▬▬ ▬▬▬ ▬ ▬▬▬▬ ▬▬ ▬▬ ▬▬▬ ▬ ▬▬▬▬ ▬▬ ▬ ▬▬▬ ▬▬▬▬ ▬▬ ▬▬▬ ▬ ▬▬ ▬▬▬▬ ▬ ▬▬▬ ▬▬ ▬▬▬▬ ▬ ▬▬▬ ▬▬ ▬▬ ▬▬▬▬ ▬ ▬▬ ▬▬▬ ▬▬▬ ▬▬ ▬ ▬▬▬▬ ▬▬ ▬▬▬ ▬ ▬▬▬▬ ▬▬ ▬ ▬▬▬ ▬▬ ▬▬▬▬ ▬ ▬▬▬ ▬▬ ▬▬ ▬▬▬▬ ▬ ▬▬ ▬▬▬ ▬▬▬▬ ▬▬ ▬ ▬▬▬ ▬▬ ▬▬▬ ▬ ▬▬▬▬ ▬▬ ▬▬ ▬▬▬ ▬ ▬▬▬▬ ▬▬ ▬ ▬▬▬ ▬▬▬▬ ▬▬ ▬▬▬ ▬ ▬▬ ▬▬▬▬ ▬ ▬▬▬ ▬▬ ▬▬▬▬ ▬ ▬▬▬ ▬▬ ▬▬ ▬▬▬▬ ▬ ▬▬ ▬▬▬ [36,120,92,280]
column-1 [36,14,92,480]
appetite-ad: "LET GOOD DIGESTION WAIT ON APPETITE" ▬▬ ▬▬▬ ▬ ▬▬▬▬ ▬▬ ▬▬ ▬▬▬ ▬ ▬▬▬ ▬▬▬▬ ▬▬ ▬ ▬▬▬ ▬▬ ▬▬▬▬ ▬ ▬▬ ▬▬▬ ▬▬▬▬ ▬▬ ▬ ▬▬▬ ▬▬ ▬▬▬ ▬ ▬▬▬▬ ▬▬ ▬▬ ▬▬▬ ▬ ▬▬▬▬ ▬▬ ▬ ▬▬▬ ▬▬▬▬ ▬▬ ▬▬▬ ▬ ▬▬ ▬▬▬▬ ▬ ▬▬▬ ▬▬ ▬▬▬▬ ▬ ▬▬▬ ▬▬ ▬▬ ▬▬▬▬ ▬ ▬▬ ▬▬▬ ▬▬▬▬ ▬▬ ▬ ▬▬▬ ▬▬ ▬▬▬ ▬ ▬▬▬▬ ▬▬ ▬▬ ▬▬▬ ▬ ▬▬▬▬ ▬▬ ▬ ▬▬▬ ▬▬▬▬ ▬▬ ▬▬▬ ▬ ▬▬ ▬▬▬▬ ▬ ▬▬▬ [197,416,282,477]
engraved-banner [242,96,280,124]
branch-title: THE BRANCH WONDER STORE, [287,150,398,158]
neighbor-letter: L [404,320,409,328]
white-name: F. J. WHITE, [355,287,392,295]
gilt-edge-ad: "GILT EDGE" BEER ▬▬ ▬▬▬ ▬ ▬▬▬▬ ▬▬ ▬▬ ▬▬▬ ▬ ▬▬▬ ▬▬▬▬ ▬▬ ▬ ▬▬▬ ▬▬ ▬▬▬▬ ▬ ▬▬ ▬▬▬ ▬▬▬▬ [142,211,192,230]
teas-line1: With AMERICA'S BEST [148,107,186,111]
masthead-date: Aug. 1, 1895 [54,29,74,34]
watches-free: FREE [160,102,174,107]
